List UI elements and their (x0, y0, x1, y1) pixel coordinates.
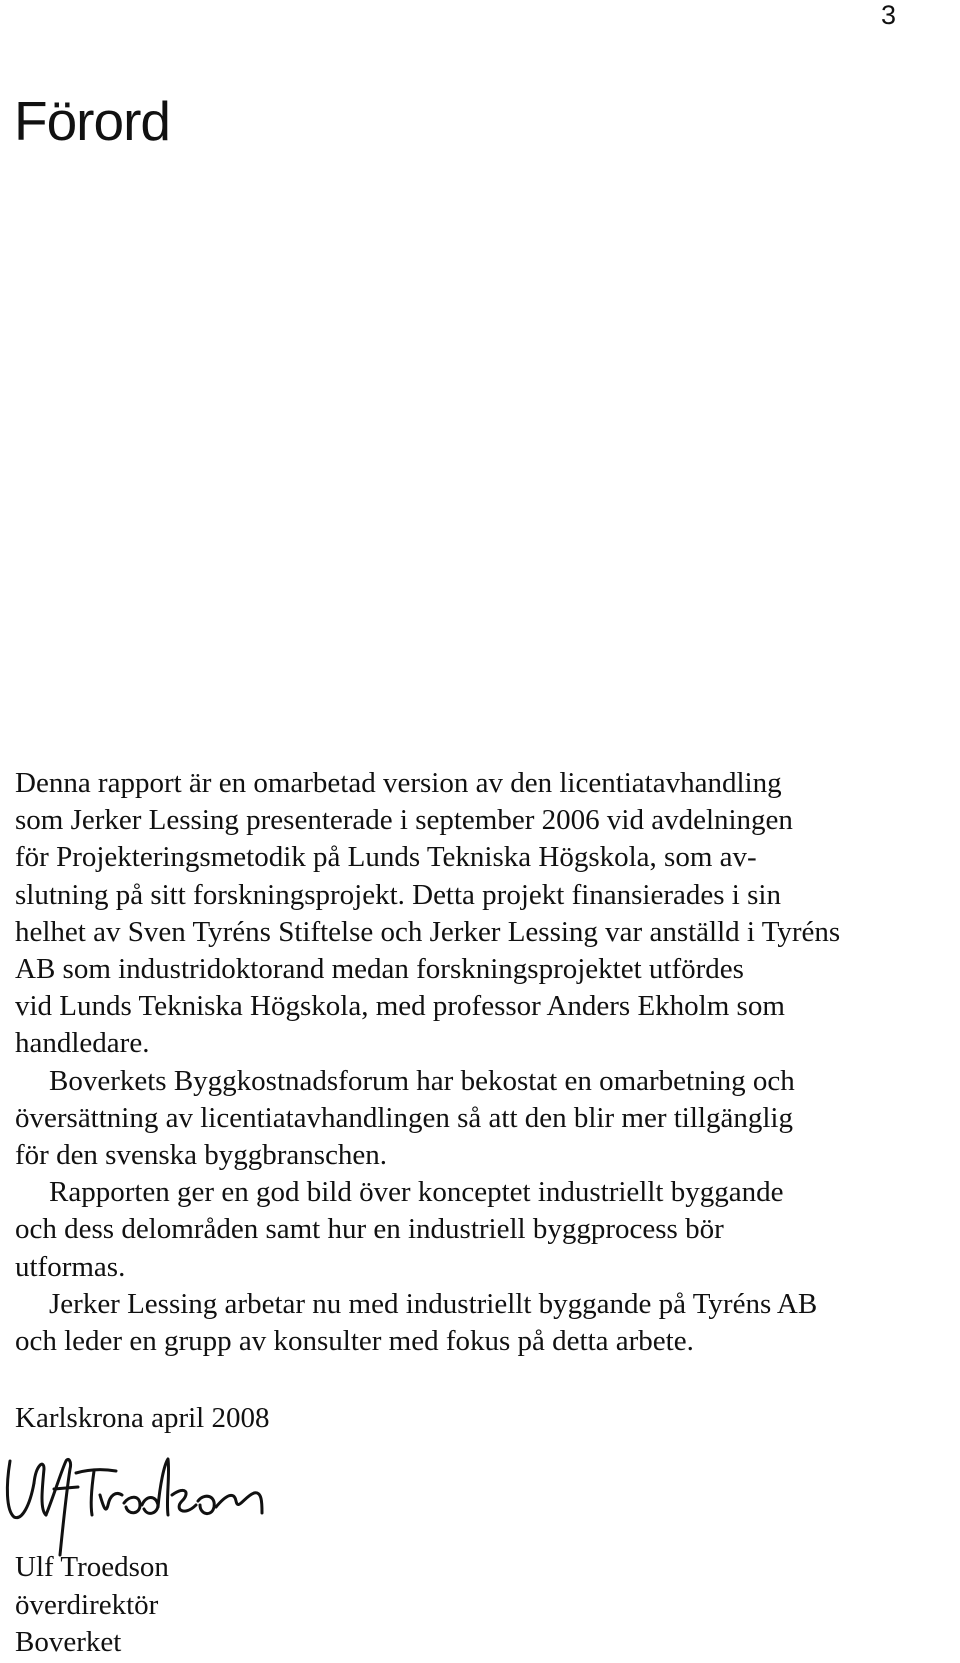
paragraph-3 (15, 1174, 955, 1286)
paragraph-2 (15, 1063, 955, 1175)
text-line: slutning på sitt forskningsprojekt. Detta projekt finansierades i sin (15, 878, 781, 911)
text-line: och dess delområden samt hur en industriell byggprocess bör (15, 1213, 724, 1246)
signer-block (15, 1549, 169, 1662)
text-line: Jerker Lessing arbetar nu med industriellt byggande på Tyréns AB (49, 1287, 818, 1320)
place-and-date: Karlskrona april 2008 (15, 1402, 270, 1434)
page-title: Förord (14, 90, 170, 152)
text-line: Boverkets Byggkostnadsforum har bekostat en omarbetning och (49, 1064, 795, 1097)
text-line: Rapporten ger en god bild över konceptet industriellt byggande (49, 1176, 784, 1209)
text-line: och leder en grupp av konsulter med fokus på detta arbete. (15, 1325, 694, 1358)
text-line: handledare. (15, 1027, 150, 1060)
text-line: utformas. (15, 1250, 126, 1283)
signer-role: överdirektör (15, 1588, 159, 1621)
text-line: helhet av Sven Tyréns Stiftelse och Jerker Lessing var anställd i Tyréns (15, 915, 841, 948)
signer-organization: Boverket (15, 1626, 122, 1658)
foreword-body (15, 765, 955, 1360)
paragraph-1 (15, 765, 955, 1063)
text-line: översättning av licentiatavhandlingen så att den blir mer tillgänglig (15, 1101, 793, 1134)
paragraph-4 (15, 1286, 955, 1360)
text-line: vid Lunds Tekniska Högskola, med professor Anders Ekholm som (15, 990, 785, 1023)
page-number: 3 (880, 0, 896, 30)
text-line: som Jerker Lessing presenterade i september 2006 vid avdelningen (15, 804, 793, 837)
signer-name: Ulf Troedson (15, 1551, 169, 1583)
text-line: Denna rapport är en omarbetad version av den licentiatavhandling (15, 767, 782, 799)
text-line: för den svenska byggbranschen. (15, 1139, 388, 1172)
text-line: AB som industridoktorand medan forskningsprojektet utfördes (15, 953, 744, 986)
text-line: för Projekteringsmetodik på Lunds Tekniska Högskola, som av- (15, 841, 757, 874)
